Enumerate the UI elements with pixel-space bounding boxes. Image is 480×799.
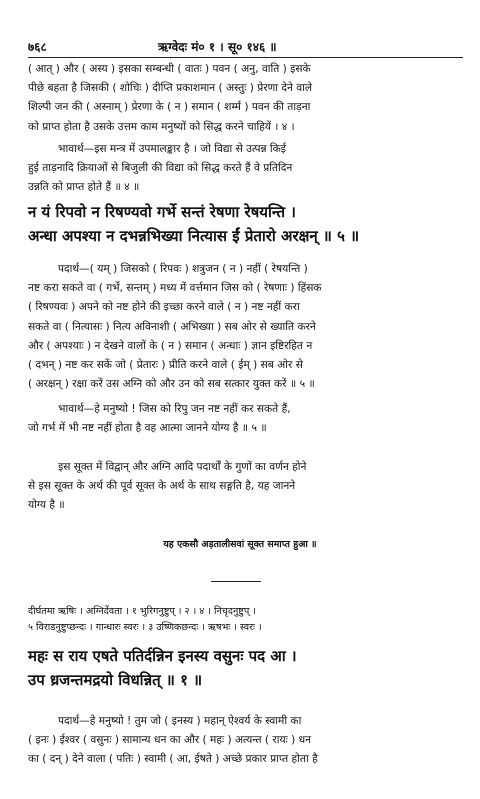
text-line: का ( दन् ) देने वाला ( पतिः ) स्वामी ( आ, ईषते ) अच्छे प्रकार प्राप्त होता है <box>28 753 318 766</box>
meta-line: दीर्घतमा ऋषिः । अग्निर्देवता । १ भुरिगनुष्टुप् । २ । ४ । निचृदनुष्टुप् । <box>28 606 257 617</box>
sukta-closing-line: यह एकसौ अड़तालीसवां सूक्त समाप्त हुआ ॥ <box>163 539 317 550</box>
sukta-summary <box>28 458 463 516</box>
running-title: ऋग्वेदः मं० १ । सू० १४६ ॥ <box>158 40 277 54</box>
text-line: भावार्थ—हे मनुष्यो ! जिस को रिपु जन नष्ट नहीं कर सकते हैं, <box>58 403 291 415</box>
mantra-line: महः स राय एषते पतिर्दन्निन इनस्य वसुनः पद आ । <box>28 647 297 665</box>
mantra-line: अन्धा अपश्या न दभन्नभिख्या नित्यास ईं प्रेतारो अरक्षन् ॥ ५ ॥ <box>28 227 360 245</box>
padartha-5 <box>28 260 463 394</box>
bhavartha-4 <box>28 140 463 198</box>
text-line: ( रिषण्यवः ) अपने को नष्ट होने की इच्छा करने वाले ( न ) नष्ट नहीं करा <box>28 301 300 314</box>
header-rule <box>28 57 463 58</box>
text-line: पीछे बहता है जिसकी ( शोचिः ) दीप्ति प्रकाशमान ( अस्तुः ) प्रेरणा देने वाले <box>28 82 313 95</box>
mantra-1 <box>28 644 463 692</box>
text-line: जो गर्भ में भी नष्ट नहीं होता है वह आत्मा जानने योग्य है ॥ ५ ॥ <box>28 422 267 435</box>
text-line: को प्राप्त होता है उसके उत्तम काम मनुष्यों को सिद्ध करने चाहियें । ४ । <box>28 120 295 133</box>
text-line: से इस सूक्त के अर्थ की पूर्व सूक्त के अर्थ के साथ सङ्गति है, यह जानने <box>28 480 296 493</box>
text-line: ( इनः ) ईश्वर ( वसुनः ) सामान्य धन का और ( महः ) अत्यन्त ( रायः ) धन <box>28 734 312 747</box>
text-line: नष्ट करा सकते वा ( गर्भे, सन्तम् ) मध्य में वर्त्तमान जिस को ( रेषणाः ) हिंसक <box>28 282 322 295</box>
text-line: ( अरक्षन् ) रक्षा करें उस अग्नि को और उन को सब सत्कार युक्त करें ॥ ५ ॥ <box>28 378 315 391</box>
text-line: ( आत् ) और ( अस्य ) इसका सम्बन्धी ( वातः ) पवन ( अनु, वाति ) इसके <box>28 63 311 75</box>
padartha-4-continued <box>28 60 463 137</box>
text-line: सकते वा ( नित्यासः ) नित्य अविनाशी ( अभिख्या ) सब ओर से ख्याति करने <box>28 320 316 333</box>
bhavartha-5 <box>28 400 463 438</box>
meta-line: ५ विराडनुष्टुप्छन्दः । गान्धारः स्वरः । ३ उष्णिकछन्दः । ऋषभः । स्वरः । <box>28 622 262 633</box>
text-line: योग्य है ॥ <box>28 499 65 512</box>
mantra-line: न यं रिपवो न रिषण्यवो गर्भे सन्तं रेषणा रेषयन्ति । <box>28 203 296 221</box>
text-line: पदार्थ—हे मनुष्यो ! तुम जो ( इनस्य ) महान् ऐश्वर्य के स्वामी का <box>58 715 302 727</box>
rishi-devata-chhanda <box>28 604 463 636</box>
text-line: उन्नति को प्राप्त होते हैं ॥ ४ ॥ <box>28 181 140 194</box>
text-line: भावार्थ—इस मन्त्र में उपमालङ्कार है । जो विद्या से उत्पन्न किई <box>58 143 286 155</box>
text-line: ( दभन् ) नष्ट कर सकें जो ( प्रेतारः ) प्रीति करने वाले ( ईम् ) सब ओर से <box>28 359 303 372</box>
text-line: हुई ताड़नादि क्रियाओं से बिजुली की विद्या को सिद्ध करते हैं वे प्रतिदिन <box>28 162 293 175</box>
mantra-line: उप ध्रजन्तमद्रयो विधन्नित् ॥ १ ॥ <box>28 671 203 689</box>
padartha-1 <box>28 712 463 770</box>
text-line: पदार्थ—( यम् ) जिसको ( रिपवः ) शत्रुजन ( न ) नहीं ( रेषयन्ति ) <box>58 263 308 275</box>
text-line: शिल्पी जन की ( अस्नाम् ) प्रेरणा के ( न ) समान ( शर्म्म ) पवन की ताड़ना <box>28 101 311 114</box>
page-number: ७६८ <box>28 40 47 54</box>
text-line: इस सूक्त में विद्वान् और अग्नि आदि पदार्थों के गुणों का वर्णन होने <box>58 461 307 473</box>
text-line: और ( अपश्याः ) न देखने वालों के ( न ) समान ( अन्धाः ) ज्ञान इष्टिरहित न <box>28 339 313 352</box>
section-separator <box>211 581 261 582</box>
page-header <box>28 38 463 54</box>
mantra-5 <box>28 200 463 248</box>
